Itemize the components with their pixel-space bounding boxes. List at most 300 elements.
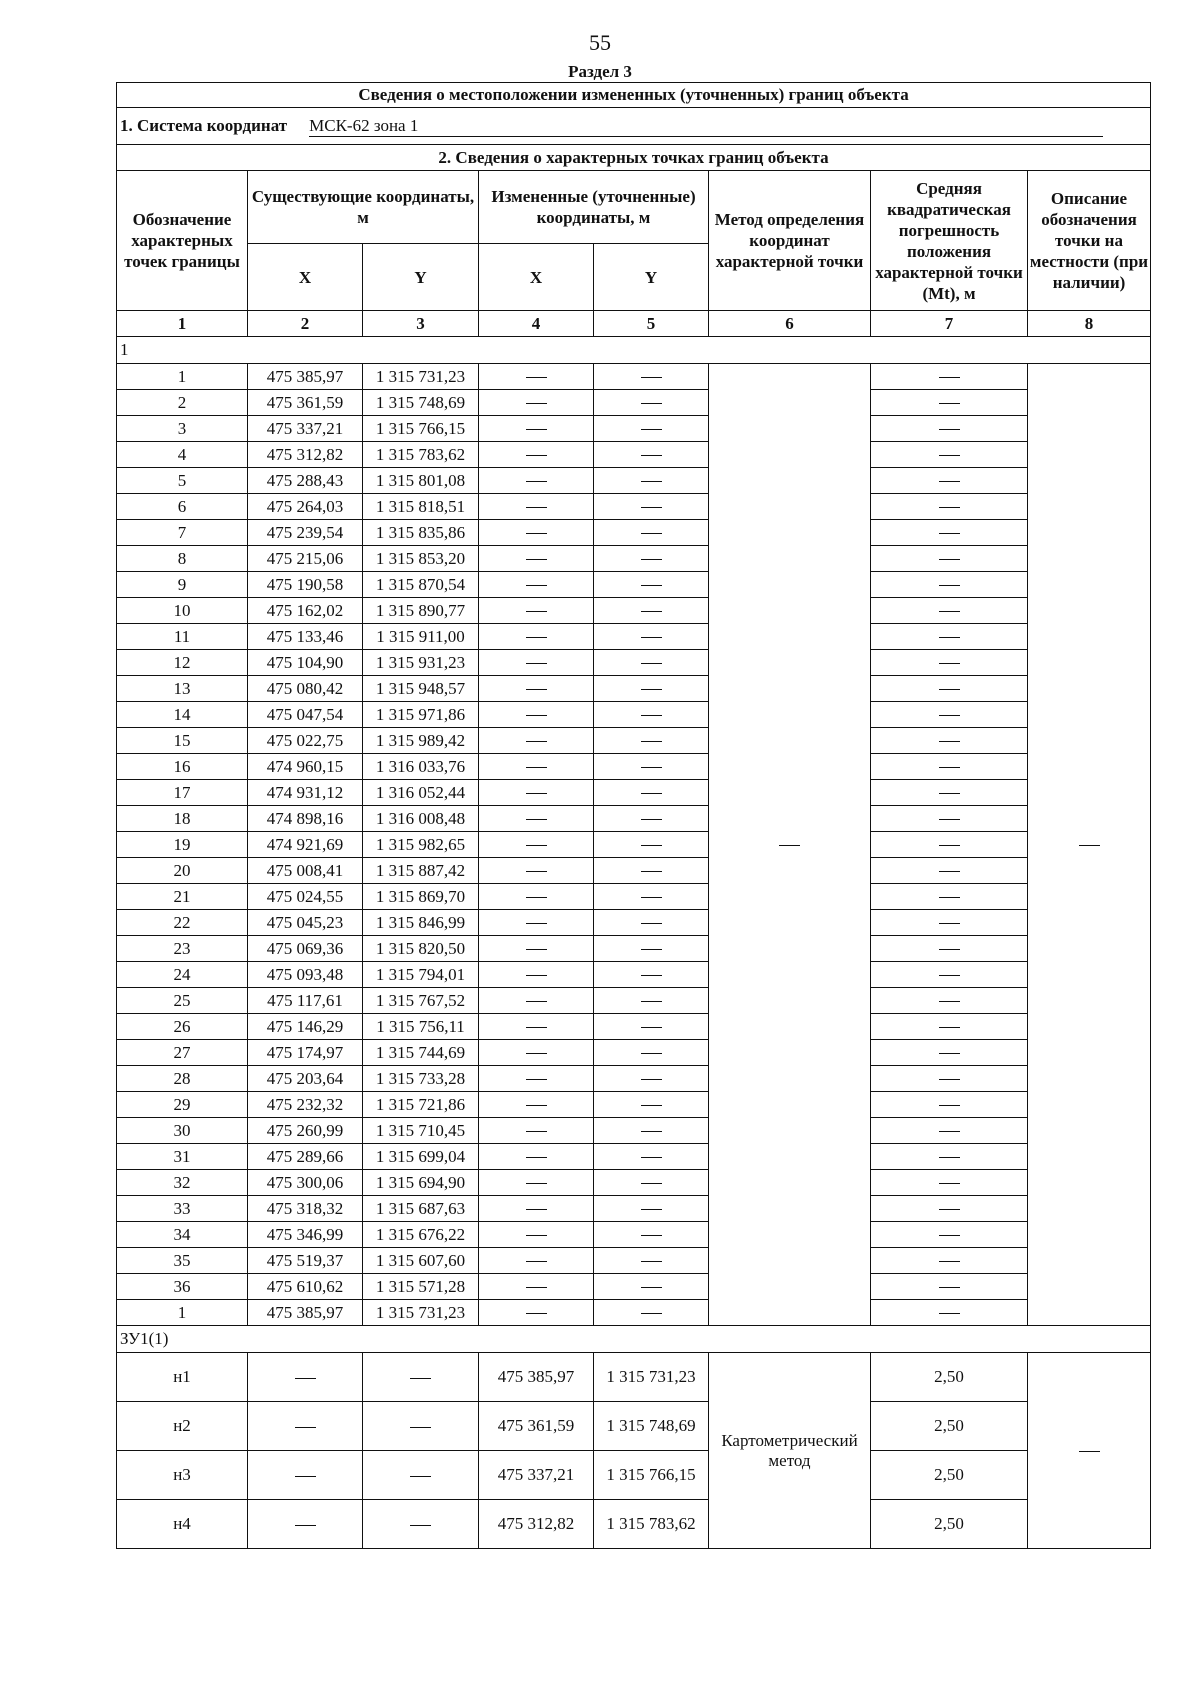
table-row (117, 806, 1151, 832)
point-number: 9 (117, 572, 248, 598)
point-number: 31 (117, 1144, 248, 1170)
mean-error (871, 546, 1028, 572)
dash (641, 1001, 662, 1002)
dash (526, 637, 547, 638)
dash (641, 1235, 662, 1236)
changed-y (594, 520, 709, 546)
existing-x: 475 361,59 (248, 390, 363, 416)
dash (526, 559, 547, 560)
description-cell (1028, 364, 1151, 1326)
dash (641, 1209, 662, 1210)
dash (641, 715, 662, 716)
existing-y: 1 315 971,86 (363, 702, 479, 728)
dash (939, 1157, 960, 1158)
existing-y (363, 1451, 479, 1500)
changed-x (479, 988, 594, 1014)
existing-x: 475 133,46 (248, 624, 363, 650)
changed-y (594, 728, 709, 754)
changed-x (479, 1222, 594, 1248)
dash (641, 897, 662, 898)
dash (641, 845, 662, 846)
changed-x (479, 806, 594, 832)
changed-x (479, 520, 594, 546)
dash (641, 793, 662, 794)
mean-error (871, 1170, 1028, 1196)
mean-error (871, 676, 1028, 702)
point-number: 18 (117, 806, 248, 832)
dash (939, 377, 960, 378)
changed-x (479, 442, 594, 468)
table-row (117, 546, 1151, 572)
existing-y: 1 315 731,23 (363, 364, 479, 390)
point-number: н4 (117, 1500, 248, 1549)
mean-error (871, 780, 1028, 806)
point-number: 1 (117, 364, 248, 390)
changed-x (479, 546, 594, 572)
dash (641, 923, 662, 924)
table-row (117, 1066, 1151, 1092)
changed-y (594, 1222, 709, 1248)
changed-x (479, 650, 594, 676)
existing-y: 1 315 801,08 (363, 468, 479, 494)
changed-y (594, 442, 709, 468)
existing-x: 475 264,03 (248, 494, 363, 520)
dash (939, 741, 960, 742)
dash (526, 689, 547, 690)
dash (295, 1476, 316, 1477)
mean-error (871, 1066, 1028, 1092)
dash (641, 507, 662, 508)
point-number: 7 (117, 520, 248, 546)
table-row (117, 884, 1151, 910)
existing-y: 1 315 783,62 (363, 442, 479, 468)
dash (939, 559, 960, 560)
mean-error (871, 468, 1028, 494)
dash (641, 611, 662, 612)
dash (295, 1525, 316, 1526)
boundary-points-table (116, 82, 1151, 1549)
changed-x (479, 1040, 594, 1066)
existing-y: 1 315 756,11 (363, 1014, 479, 1040)
header-existing-x: X (248, 244, 363, 311)
dash (526, 403, 547, 404)
dash (526, 923, 547, 924)
dash (641, 1131, 662, 1132)
dash (939, 845, 960, 846)
point-number: 33 (117, 1196, 248, 1222)
dash (939, 715, 960, 716)
point-number: н3 (117, 1451, 248, 1500)
point-number: 23 (117, 936, 248, 962)
object-label-group2: ЗУ1(1) (117, 1326, 1151, 1353)
changed-x (479, 1196, 594, 1222)
table-row (117, 1451, 1151, 1500)
existing-x: 475 174,97 (248, 1040, 363, 1066)
mean-error (871, 936, 1028, 962)
dash (939, 1261, 960, 1262)
changed-y (594, 624, 709, 650)
header-existing-y: Y (363, 244, 479, 311)
changed-x: 475 312,82 (479, 1500, 594, 1549)
header-point-designation: Обозначение характерных точек границы (117, 171, 248, 311)
dash (939, 403, 960, 404)
point-number: 29 (117, 1092, 248, 1118)
existing-y: 1 315 710,45 (363, 1118, 479, 1144)
existing-y: 1 315 869,70 (363, 884, 479, 910)
dash (526, 1157, 547, 1158)
changed-x (479, 364, 594, 390)
changed-x (479, 728, 594, 754)
existing-x: 474 898,16 (248, 806, 363, 832)
dash (939, 1027, 960, 1028)
dash (939, 1287, 960, 1288)
table-row (117, 1274, 1151, 1300)
dash (526, 897, 547, 898)
coordinate-system-value: МСК-62 зона 1 (309, 116, 1103, 137)
dash (641, 585, 662, 586)
table-row (117, 364, 1151, 390)
table-row (117, 728, 1151, 754)
existing-y: 1 315 989,42 (363, 728, 479, 754)
changed-x (479, 1092, 594, 1118)
mean-error (871, 910, 1028, 936)
dash (939, 819, 960, 820)
dash (939, 611, 960, 612)
point-number: 14 (117, 702, 248, 728)
point-number: 16 (117, 754, 248, 780)
dash (641, 1261, 662, 1262)
changed-y (594, 1118, 709, 1144)
method-cell (709, 364, 871, 1326)
point-number: 36 (117, 1274, 248, 1300)
object-label-row (117, 1326, 1151, 1353)
changed-x (479, 754, 594, 780)
table-row (117, 1222, 1151, 1248)
dash (526, 715, 547, 716)
existing-y (363, 1500, 479, 1549)
existing-y: 1 315 948,57 (363, 676, 479, 702)
dash (526, 1079, 547, 1080)
table-row (117, 780, 1151, 806)
changed-y (594, 1274, 709, 1300)
dash (526, 455, 547, 456)
mean-error (871, 884, 1028, 910)
changed-x (479, 598, 594, 624)
page-number: 55 (589, 30, 611, 55)
changed-y (594, 1196, 709, 1222)
existing-x: 475 289,66 (248, 1144, 363, 1170)
table-row (117, 1402, 1151, 1451)
dash (939, 949, 960, 950)
dash (526, 507, 547, 508)
dash (641, 975, 662, 976)
existing-y: 1 315 890,77 (363, 598, 479, 624)
changed-y (594, 364, 709, 390)
changed-y (594, 936, 709, 962)
changed-y (594, 806, 709, 832)
column-number: 4 (479, 311, 594, 337)
existing-y: 1 315 853,20 (363, 546, 479, 572)
dash (526, 871, 547, 872)
table-row (117, 1170, 1151, 1196)
point-number: 13 (117, 676, 248, 702)
table-row (117, 468, 1151, 494)
table-row (117, 1196, 1151, 1222)
changed-x (479, 572, 594, 598)
dash (641, 533, 662, 534)
point-number: 17 (117, 780, 248, 806)
existing-y: 1 315 731,23 (363, 1300, 479, 1326)
existing-x: 475 385,97 (248, 364, 363, 390)
changed-y (594, 390, 709, 416)
changed-x: 475 385,97 (479, 1353, 594, 1402)
point-number: 24 (117, 962, 248, 988)
dash (526, 741, 547, 742)
dash (410, 1378, 431, 1379)
point-number: н2 (117, 1402, 248, 1451)
table-row (117, 1014, 1151, 1040)
changed-x (479, 1274, 594, 1300)
changed-y (594, 1144, 709, 1170)
changed-x (479, 468, 594, 494)
existing-y: 1 315 744,69 (363, 1040, 479, 1066)
mean-error (871, 390, 1028, 416)
table-row (117, 858, 1151, 884)
dash (526, 1235, 547, 1236)
dash (526, 1313, 547, 1314)
dash (641, 481, 662, 482)
dash (526, 845, 547, 846)
existing-x: 475 045,23 (248, 910, 363, 936)
existing-y: 1 315 982,65 (363, 832, 479, 858)
changed-y (594, 598, 709, 624)
mean-error (871, 1274, 1028, 1300)
changed-y (594, 1092, 709, 1118)
existing-y: 1 315 766,15 (363, 416, 479, 442)
dash (779, 845, 800, 846)
changed-x (479, 962, 594, 988)
point-number: 3 (117, 416, 248, 442)
point-number: 15 (117, 728, 248, 754)
point-number: 19 (117, 832, 248, 858)
column-number: 3 (363, 311, 479, 337)
point-number: 27 (117, 1040, 248, 1066)
dash (641, 559, 662, 560)
point-number: 22 (117, 910, 248, 936)
changed-x (479, 1248, 594, 1274)
existing-x: 475 337,21 (248, 416, 363, 442)
point-number: 6 (117, 494, 248, 520)
mean-error (871, 416, 1028, 442)
header-changed-x: X (479, 244, 594, 311)
table-row (117, 910, 1151, 936)
column-number: 5 (594, 311, 709, 337)
dash (641, 1287, 662, 1288)
existing-y: 1 315 931,23 (363, 650, 479, 676)
existing-x: 474 921,69 (248, 832, 363, 858)
changed-x (479, 858, 594, 884)
table-row (117, 416, 1151, 442)
existing-x: 475 610,62 (248, 1274, 363, 1300)
table-row (117, 702, 1151, 728)
dash (939, 533, 960, 534)
changed-x (479, 702, 594, 728)
mean-error (871, 1248, 1028, 1274)
existing-x: 475 312,82 (248, 442, 363, 468)
dash (939, 767, 960, 768)
existing-x: 475 104,90 (248, 650, 363, 676)
column-number: 1 (117, 311, 248, 337)
existing-y: 1 315 676,22 (363, 1222, 479, 1248)
existing-y: 1 315 818,51 (363, 494, 479, 520)
changed-x (479, 1118, 594, 1144)
table-row (117, 1300, 1151, 1326)
dash (295, 1427, 316, 1428)
point-number: 12 (117, 650, 248, 676)
existing-x: 475 519,37 (248, 1248, 363, 1274)
changed-y (594, 1014, 709, 1040)
dash (939, 1235, 960, 1236)
existing-x: 475 080,42 (248, 676, 363, 702)
mean-error (871, 728, 1028, 754)
point-number: 11 (117, 624, 248, 650)
changed-y (594, 572, 709, 598)
changed-y (594, 494, 709, 520)
changed-x (479, 936, 594, 962)
existing-y: 1 315 835,86 (363, 520, 479, 546)
object-label-group1: 1 (117, 337, 1151, 364)
changed-y (594, 546, 709, 572)
existing-x: 475 093,48 (248, 962, 363, 988)
dash (641, 403, 662, 404)
table-row (117, 1144, 1151, 1170)
dash (641, 663, 662, 664)
point-number: 26 (117, 1014, 248, 1040)
existing-x: 475 385,97 (248, 1300, 363, 1326)
point-number: 20 (117, 858, 248, 884)
dash (939, 637, 960, 638)
dash (939, 923, 960, 924)
dash (410, 1476, 431, 1477)
dash (939, 1079, 960, 1080)
method-cell: Картометрический метод (709, 1353, 871, 1549)
column-number: 7 (871, 311, 1028, 337)
mean-error: 2,50 (871, 1353, 1028, 1402)
changed-y (594, 1300, 709, 1326)
dash (410, 1427, 431, 1428)
existing-x: 474 931,12 (248, 780, 363, 806)
existing-x: 475 022,75 (248, 728, 363, 754)
dash (939, 481, 960, 482)
existing-x: 475 288,43 (248, 468, 363, 494)
dash (526, 533, 547, 534)
dash (641, 377, 662, 378)
dash (939, 1001, 960, 1002)
changed-y (594, 910, 709, 936)
existing-y: 1 315 911,00 (363, 624, 479, 650)
dash (641, 429, 662, 430)
changed-y (594, 468, 709, 494)
existing-x: 475 300,06 (248, 1170, 363, 1196)
dash (641, 637, 662, 638)
table-row (117, 390, 1151, 416)
existing-y: 1 315 820,50 (363, 936, 479, 962)
dash (641, 819, 662, 820)
existing-y: 1 315 687,63 (363, 1196, 479, 1222)
header-changed-coordinates: Измененные (уточненные) координаты, м (479, 171, 709, 244)
table-row (117, 832, 1151, 858)
existing-x (248, 1451, 363, 1500)
subsection-title: 2. Сведения о характерных точках границ объекта (117, 145, 1151, 171)
changed-x: 475 337,21 (479, 1451, 594, 1500)
table-row (117, 1500, 1151, 1549)
dash (641, 1157, 662, 1158)
table-row (117, 494, 1151, 520)
dash (526, 1131, 547, 1132)
existing-x (248, 1402, 363, 1451)
mean-error (871, 1040, 1028, 1066)
header-changed-y: Y (594, 244, 709, 311)
dash (526, 1053, 547, 1054)
description-cell (1028, 1353, 1151, 1549)
header-existing-coordinates: Существующие координаты, м (248, 171, 479, 244)
existing-y: 1 315 699,04 (363, 1144, 479, 1170)
column-number: 6 (709, 311, 871, 337)
existing-x: 475 260,99 (248, 1118, 363, 1144)
dash (641, 1105, 662, 1106)
dash (641, 1053, 662, 1054)
dash (939, 1053, 960, 1054)
column-number: 2 (248, 311, 363, 337)
table-row (117, 1118, 1151, 1144)
changed-y (594, 1066, 709, 1092)
mean-error (871, 572, 1028, 598)
column-number: 8 (1028, 311, 1151, 337)
changed-y (594, 832, 709, 858)
dash (526, 767, 547, 768)
existing-x: 475 239,54 (248, 520, 363, 546)
dash (526, 949, 547, 950)
changed-x (479, 884, 594, 910)
existing-y: 1 316 008,48 (363, 806, 479, 832)
point-number: 1 (117, 1300, 248, 1326)
table-row (117, 988, 1151, 1014)
dash (526, 1105, 547, 1106)
dash (1079, 845, 1100, 846)
mean-error: 2,50 (871, 1402, 1028, 1451)
existing-x: 474 960,15 (248, 754, 363, 780)
dash (641, 767, 662, 768)
point-number: 28 (117, 1066, 248, 1092)
dash (939, 1131, 960, 1132)
existing-y: 1 315 607,60 (363, 1248, 479, 1274)
changed-y (594, 1248, 709, 1274)
existing-y (363, 1402, 479, 1451)
changed-x (479, 676, 594, 702)
dash (641, 455, 662, 456)
point-number: 21 (117, 884, 248, 910)
changed-x (479, 1300, 594, 1326)
dash (526, 1027, 547, 1028)
mean-error (871, 442, 1028, 468)
point-number: н1 (117, 1353, 248, 1402)
dash (1079, 1451, 1100, 1452)
changed-y: 1 315 783,62 (594, 1500, 709, 1549)
changed-y (594, 702, 709, 728)
changed-y (594, 650, 709, 676)
dash (526, 975, 547, 976)
dash (939, 455, 960, 456)
